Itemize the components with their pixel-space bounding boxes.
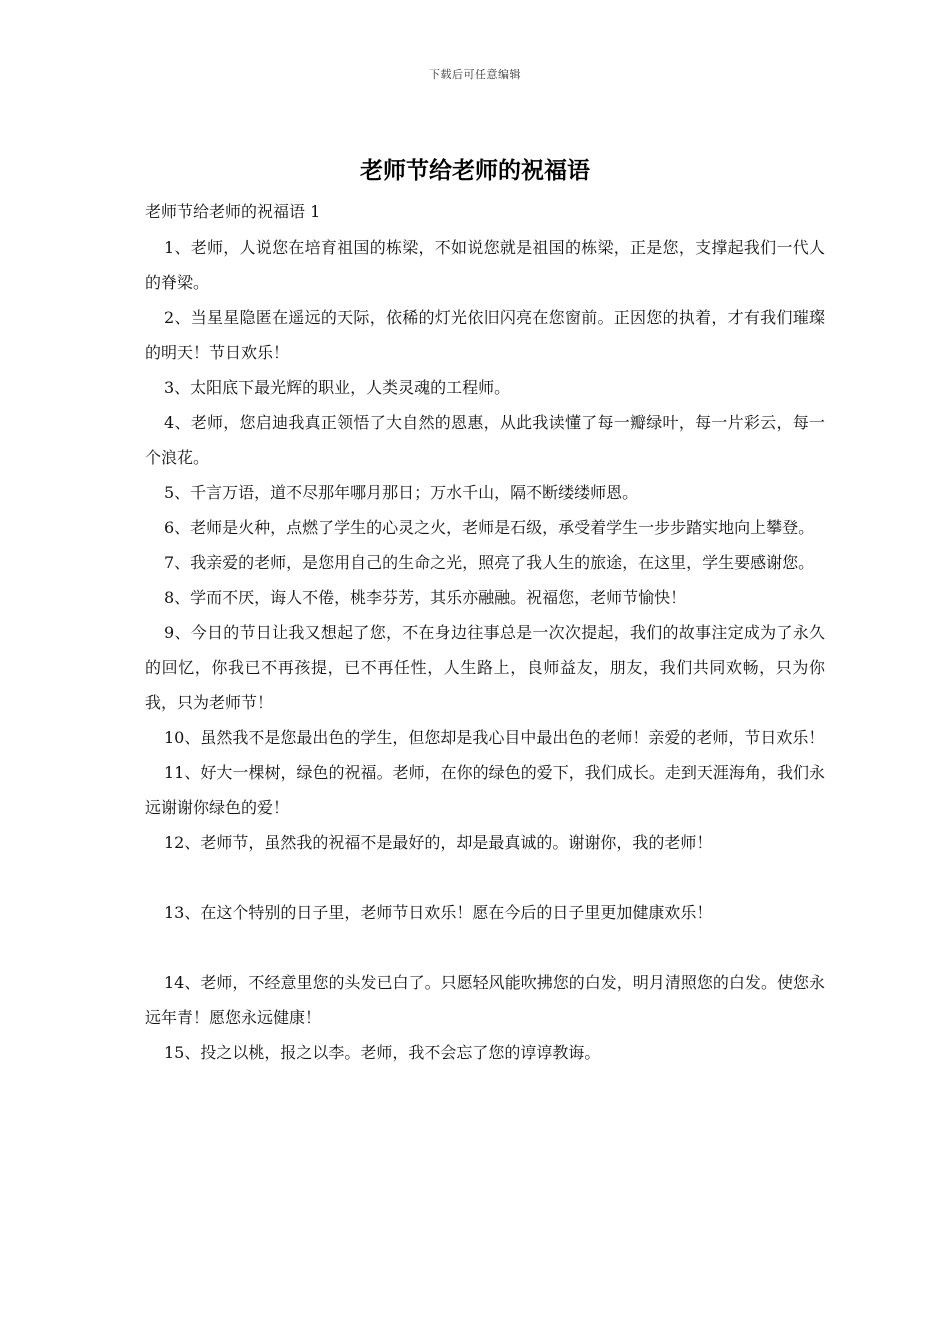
paragraph-11: 11、好大一棵树，绿色的祝福。老师，在你的绿色的爱下，我们成长。走到天涯海角，我们永远谢谢你绿色的爱！ [145,763,825,817]
paragraph-7: 7、我亲爱的老师，是您用自己的生命之光，照亮了我人生的旅途，在这里，学生要感谢您。 [164,553,815,572]
paragraph-3: 3、太阳底下最光辉的职业，人类灵魂的工程师。 [164,378,511,397]
header-note: 下载后可任意编辑 [429,68,521,81]
paragraph-6: 6、老师是火种，点燃了学生的心灵之火，老师是石级，承受着学生一步步踏实地向上攀登。 [164,518,815,537]
paragraph-13: 13、在这个特别的日子里，老师节日欢乐！愿在今后的日子里更加健康欢乐！ [164,903,713,922]
paragraph-5: 5、千言万语，道不尽那年哪月那日；万水千山，隔不断缕缕师恩。 [164,483,639,502]
page-title: 老师节给老师的祝福语 [360,157,590,184]
paragraph-2: 2、当星星隐匿在遥远的天际，依稀的灯光依旧闪亮在您窗前。正因您的执着，才有我们璀璨的明天！节日欢乐！ [145,308,825,362]
paragraph-8: 8、学而不厌，诲人不倦，桃李芬芳，其乐亦融融。祝福您，老师节愉快！ [164,588,687,607]
section-subtitle: 老师节给老师的祝福语 1 [145,202,321,221]
paragraph-14: 14、老师，不经意里您的头发已白了。只愿轻风能吹拂您的白发，明月清照您的白发。使您永远年青！愿您永远健康！ [145,973,825,1027]
paragraph-4: 4、老师，您启迪我真正领悟了大自然的恩惠，从此我读懂了每一瓣绿叶，每一片彩云，每一个浪花。 [145,413,825,467]
paragraph-12: 12、老师节，虽然我的祝福不是最好的，却是最真诚的。谢谢你，我的老师！ [164,833,713,852]
document-body [145,198,825,1070]
paragraph-15: 15、投之以桃，报之以李。老师，我不会忘了您的谆谆教诲。 [164,1043,601,1062]
paragraph-1: 1、老师，人说您在培育祖国的栋梁，不如说您就是祖国的栋梁，正是您，支撑起我们一代人的脊梁。 [145,238,825,292]
paragraph-10: 10、虽然我不是您最出色的学生，但您却是我心目中最出色的老师！亲爱的老师，节日欢乐！ [164,728,825,747]
paragraph-9: 9、今日的节日让我又想起了您，不在身边往事总是一次次提起，我们的故事注定成为了永久的回忆，你我已不再孩提，已不再任性，人生路上，良师益友，朋友，我们共同欢畅，只为你我，只为老师节！ [145,623,825,712]
